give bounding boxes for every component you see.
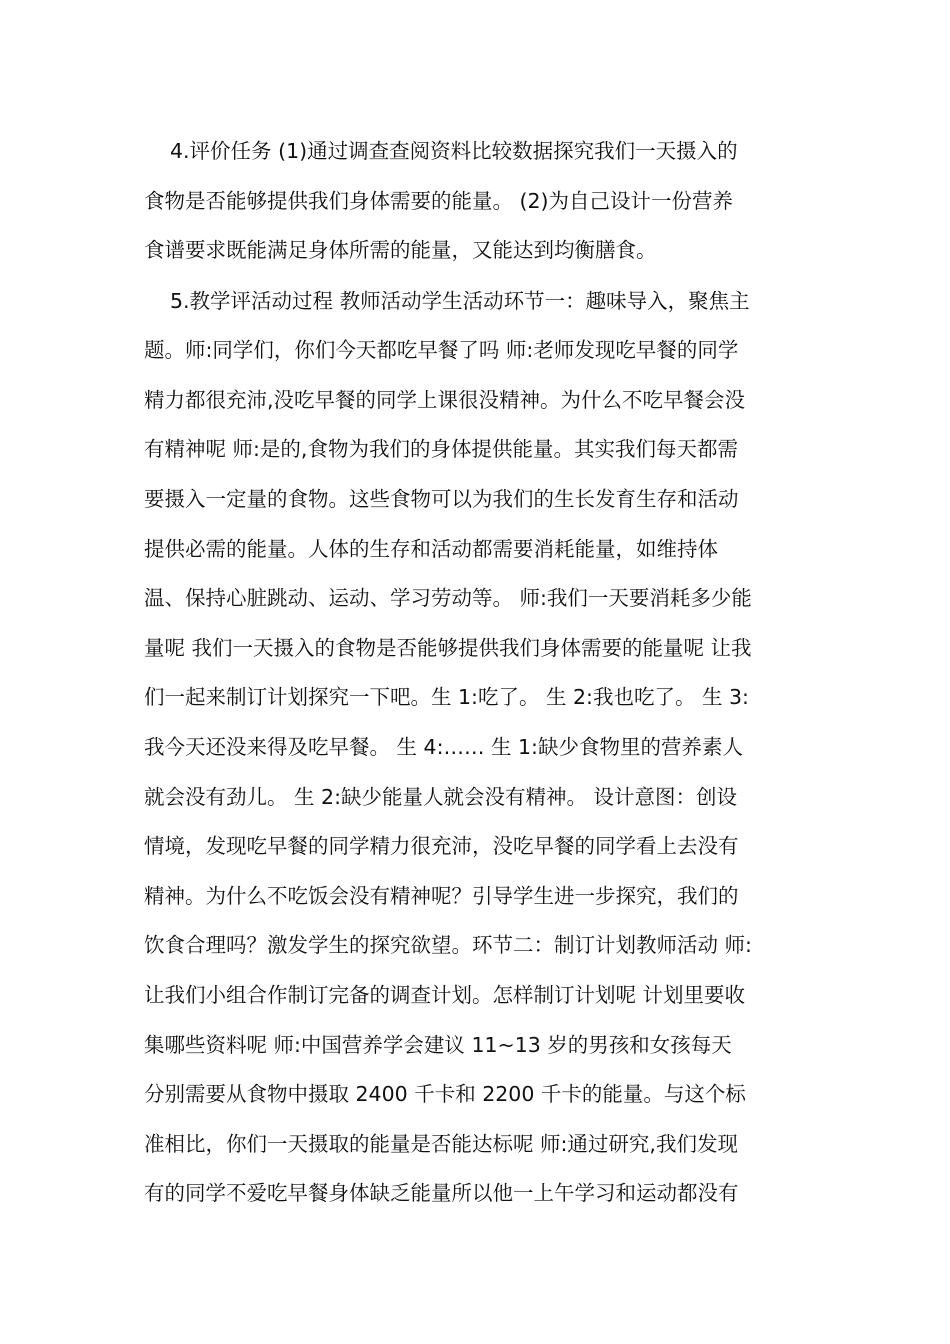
text-line: 分别需要从食物中摄取 2400 千卡和 2200 千卡的能量。与这个标 [144,1082,746,1106]
text-line: 有精神呢 师:是的,食物为我们的身体提供能量。其实我们每天都需 [144,437,738,461]
text-line: 提供必需的能量。人体的生存和活动都需要消耗能量，如维持体 [144,537,718,561]
text-line: 题。师:同学们，你们今天都吃早餐了吗 师:老师发现吃早餐的同学 [144,338,739,362]
text-line: 4.评价任务 (1)通过调查查阅资料比较数据探究我们一天摄入的 [170,139,738,163]
text-line: 食谱要求既能满足身体所需的能量，又能达到均衡膳食。 [144,238,657,262]
text-line: 精力都很充沛,没吃早餐的同学上课很没精神。为什么不吃早餐会没 [144,388,746,412]
text-line: 温、保持心脏跳动、运动、学习劳动等。 师:我们一天要消耗多少能 [144,586,752,610]
text-line: 集哪些资料呢 师:中国营养学会建议 11~13 岁的男孩和女孩每天 [144,1033,732,1057]
text-line: 们一起来制订计划探究一下吧。生 1:吃了。 生 2:我也吃了。 生 3: [144,685,749,709]
text-line: 我今天还没来得及吃早餐。 生 4:…… 生 1:缺少食物里的营养素人 [144,735,743,759]
text-line: 情境，发现吃早餐的同学精力很充沛，没吃早餐的同学看上去没有 [144,834,739,858]
text-line: 量呢 我们一天摄入的食物是否能够提供我们身体需要的能量呢 让我 [144,636,752,660]
text-line: 就会没有劲儿。 生 2:缺少能量人就会没有精神。 设计意图：创设 [144,785,737,809]
text-line: 准相比，你们一天摄取的能量是否能达标呢 师:通过研究,我们发现 [144,1132,738,1156]
text-line: 有的同学不爱吃早餐身体缺乏能量所以他一上午学习和运动都没有 [144,1181,739,1205]
text-line: 食物是否能够提供我们身体需要的能量。 (2)为自己设计一份营养 [144,189,734,213]
text-line: 精神。为什么不吃饭会没有精神呢？引导学生进一步探究，我们的 [144,884,739,908]
text-line: 饮食合理吗？激发学生的探究欲望。环节二：制订计划教师活动 师: [144,933,752,957]
text-line: 5.教学评活动过程 教师活动学生活动环节一：趣味导入，聚焦主 [170,289,750,313]
text-line: 要摄入一定量的食物。这些食物可以为我们的生长发育生存和活动 [144,487,739,511]
text-line: 让我们小组合作制订完备的调查计划。怎样制订计划呢 计划里要收 [144,983,746,1007]
